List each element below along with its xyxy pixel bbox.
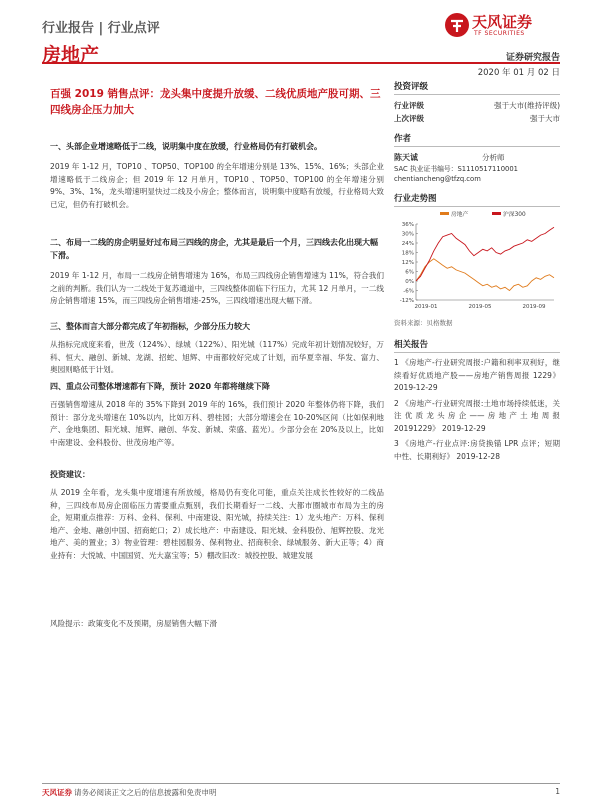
y-tick-label: 30%: [401, 231, 414, 238]
trend-chart-svg: [394, 208, 560, 316]
related-report-item[interactable]: 2 《房地产-行业研究周报:土地市场持续低迷，关注优质龙头房企——房地产土地周报 20191229》 2019-12-29: [394, 398, 560, 433]
risk-warning: [50, 618, 384, 631]
trend-chart: [394, 208, 560, 316]
report-category: 行业报告 | 行业点评: [42, 21, 160, 36]
section-2-paragraph: 2019 年 1-12 月，布局一二线房企销售增速为 16%，布局三四线房企销售增速为 11%，符合我们之前的判断。我们认为一二线处于复苏通道中，三四线整体面临下行压力，尤其 12 月单月，一二线房企销售增速 15%，而三四线房企销售增速-25%，三四线增速出现大幅下滑。: [50, 271, 384, 306]
footer-disclaimer: 请务必阅读正文之后的信息披露和免责申明: [74, 788, 217, 797]
chart-source-note: 资料来源：贝格数据: [394, 319, 453, 327]
y-tick-label: 0%: [405, 279, 414, 285]
page-footer: [42, 783, 560, 795]
rating-panel: [394, 80, 560, 125]
legend-label: 房地产: [451, 212, 469, 218]
logo-icon: [444, 12, 470, 38]
series-line-0: [416, 259, 554, 291]
rating-row: [394, 99, 560, 112]
section-4-paragraph: 百强销售增速从 2018 年的 35%下降到 2019 年的 16%，我们预计 2020 年整体仍将下降，我们预计：部分龙头增速在 10%以内，比如万科、碧桂园；大部分增速会在 10-20%区间（比如保利地产、金地集团、阳光城、旭辉、融创、华发、新城、荣盛、蓝光）。少部分会在 20%及以上，比如中南建设、金科股份、世茂房地产等。: [50, 400, 384, 447]
report-type: 证券研究报告: [505, 53, 560, 63]
prev-rating-value: 强于大市: [530, 114, 560, 123]
y-tick-label: 12%: [401, 260, 414, 266]
analyst-email[interactable]: chentiancheng@tfzq.com: [394, 175, 481, 183]
investment-advice: [50, 468, 384, 563]
y-tick-label: 6%: [405, 269, 414, 276]
x-tick-label: 2019-09: [522, 304, 546, 310]
y-tick-label: -12%: [399, 298, 414, 304]
section-1-title: 一、头部企业增速略低于二线，说明集中度在放缓，行业格局仍有打破机会。: [50, 142, 322, 151]
rating-title: 投资评级: [394, 80, 560, 95]
report-headline: 百强 2019 销售点评：龙头集中度提升放缓、二线优质地产股可期、三四线房企压力加大: [50, 88, 381, 116]
section-3: [50, 320, 384, 377]
analyst-row: [394, 151, 560, 164]
section-2: [50, 236, 384, 308]
author-panel: [394, 132, 560, 184]
y-tick-label: 24%: [401, 241, 414, 247]
section-4-title: 四、重点公司整体增速都有下降，预计 2020 年都将继续下降: [50, 382, 270, 391]
legend-swatch: [492, 212, 501, 215]
trend-title: 行业走势图: [394, 192, 560, 207]
related-report-item[interactable]: 3 《房地产-行业点评:房贷换锚 LPR 点评；短期中性、长期利好》 2019-12-28: [394, 439, 560, 461]
analyst-name: 陈天诚: [394, 153, 418, 162]
section-1: [50, 140, 384, 211]
rating-value: 强于大市(维持评级): [494, 101, 560, 110]
author-title: 作者: [394, 132, 560, 147]
section-2-title: 二、布局一二线的房企明显好过布局三四线的房企，尤其是最后一个月，三四线去化出现大幅下滑。: [50, 238, 378, 260]
report-date: 2020 年 01 月 02 日: [477, 68, 560, 78]
legend-swatch: [440, 212, 449, 215]
y-tick-label: -6%: [403, 288, 414, 295]
x-tick-label: 2019-01: [414, 304, 438, 310]
analyst-role: 分析师: [482, 153, 505, 162]
title-bar: [42, 38, 560, 64]
rating-label: 行业评级: [394, 101, 424, 110]
related-report-item[interactable]: 1 《房地产-行业研究周报:户籍和利率双利好，继续看好优质地产股——房地产销售周报 1229》 2019-12-29: [394, 358, 560, 392]
investment-advice-paragraph: 从 2019 全年看，龙头集中度增速有所放缓，格局仍有变化可能，重点关注成长性较好的二线品种，三四线布局房企面临压力需要重点甄别，我们长期看好一二线、大都市圈城市布局为主的房企，短期重点推荐：万科、金科、保利、中南建设、阳光城，持续关注：1）龙头地产：万科、保利地产、金地、融创中国、招商蛇口；2）成长地产：中南建设、阳光城、金科股份、旭辉控股、龙光地产、美的置业；3）物业管理：碧桂园服务、保利物业、招商积余、绿城服务、新大正等；4）商业持有：大悦城、中国国贸、光大嘉宝等；5）棚改旧改：城投控股、城建发展: [50, 488, 384, 560]
related-title: 相关报告: [394, 338, 560, 353]
footer-brand: 天风证券: [42, 788, 72, 797]
series-line-1: [416, 227, 554, 281]
y-tick-label: 36%: [401, 222, 414, 228]
y-tick-label: 18%: [401, 250, 414, 257]
section-3-paragraph: 从指标完成度来看，世茂（124%）、绿城（122%）、阳光城（117%）完成年初计划情况较好，万科、恒大、融创、新城、龙湖、招蛇、旭辉、中南都较好完成了计划，而华夏幸福、华发、富力、奥园则略低于计划。: [50, 340, 384, 375]
brand-name-en: TF SECURITIES: [474, 30, 525, 37]
prev-rating-label: 上次评级: [394, 114, 424, 123]
related-reports: [394, 338, 560, 466]
risk-warning-text: 风险提示：政策变化不及预期，房屋销售大幅下滑: [50, 619, 218, 628]
prev-rating-row: [394, 112, 560, 125]
page-number: 1: [555, 787, 560, 796]
analyst-cert: SAC 执业证书编号：S1110517110001: [394, 165, 518, 173]
section-4: [50, 380, 384, 449]
section-1-paragraph: 2019 年 1-12 月，TOP10 、TOP50、TOP100 的全年增速分别是 13%、15%、16%；头部企业增速略低于二线房企；但 2019 年 12 月单月，TOP10 、TOP50、TOP100 的全年增速分别 9%、3%、1%，龙头增速明显快过二线及小房企；整体而言，说明集中度略有放缓，行业格局大致已定，但仍有打破机会。: [50, 162, 384, 209]
investment-advice-title: 投资建议：: [50, 470, 90, 479]
x-tick-label: 2019-05: [468, 304, 492, 310]
page-title: 房地产: [42, 44, 100, 66]
brand-name-cn: 天风证券: [472, 13, 533, 31]
legend-label: 沪深300: [503, 212, 526, 218]
section-3-title: 三、整体而言大部分都完成了年初指标，少部分压力较大: [50, 322, 250, 331]
report-header: [42, 14, 560, 36]
